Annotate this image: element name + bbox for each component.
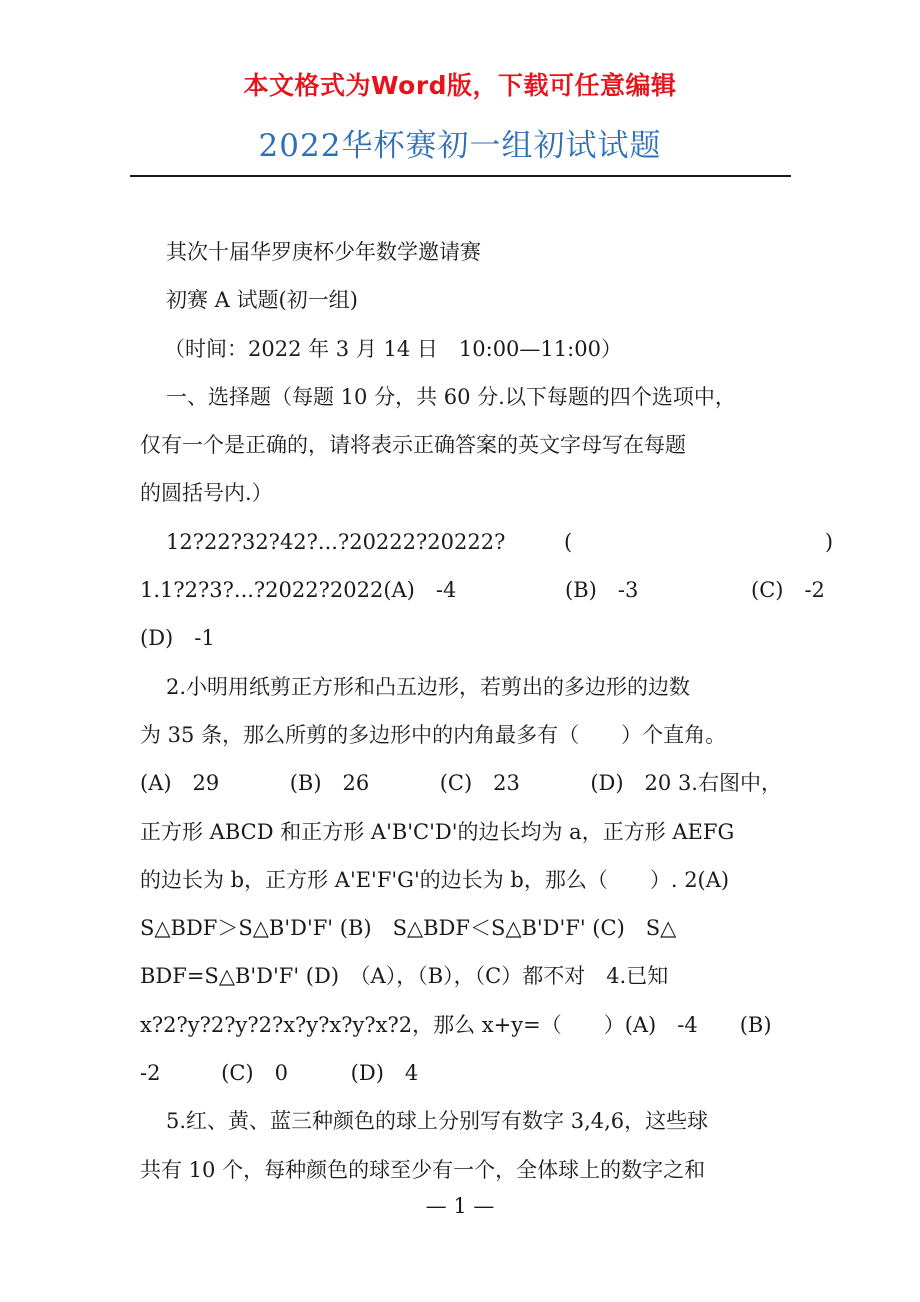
option-d: (D) 4	[350, 1061, 419, 1086]
text-line: 正方形 ABCD 和正方形 A'B'C'D'的边长均为 a，正方形 AEFG	[140, 819, 735, 844]
text-line: 初赛 A 试题(初一组)	[166, 288, 358, 313]
text-line: S△BDF＞S△B'D'F' (B) S△BDF＜S△B'D'F' (C) S△	[140, 916, 677, 941]
text-line: 一、选择题（每题 10 分，共 60 分.以下每题的四个选项中，	[166, 384, 736, 409]
text-line: 为 35 条，那么所剪的多边形中的内角最多有（ ）个直角。	[140, 722, 727, 747]
text-line: BDF=S△B'D'F' (D) （A），（B），（C）都不对 4.已知	[140, 964, 669, 989]
text-line: 5.红、黄、蓝三种颜色的球上分别写有数字 3,4,6，这些球	[166, 1109, 709, 1134]
text-line: 2.小明用纸剪正方形和凸五边形，若剪出的多边形的边数	[166, 674, 691, 699]
option-b: (B) -3	[565, 578, 639, 603]
option-b-value: -2	[140, 1061, 161, 1086]
answer-paren-close: )	[824, 529, 834, 554]
text-segment: 12?22?32?42?...?20222?20222?	[166, 529, 506, 554]
page-number: — 1 —	[425, 1194, 495, 1218]
text-line: 仅有一个是正确的，请将表示正确答案的英文字母写在每题	[140, 433, 686, 458]
format-banner: 本文格式为Word版，下载可任意编辑	[243, 71, 677, 100]
text-line: （时间：2022 年 3 月 14 日 10:00—11:00）	[164, 336, 622, 361]
title-divider	[130, 175, 791, 177]
text-line: 共有 10 个，每种颜色的球至少有一个，全体球上的数字之和	[140, 1157, 706, 1182]
option-d: (D) -1	[140, 626, 215, 651]
option-a: (A) 29	[140, 771, 220, 796]
text-line: 的边长为 b，正方形 A'E'F'G'的边长为 b，那么（ ）. 2(A)	[140, 867, 730, 892]
option-b: (B) 26	[289, 771, 370, 796]
question-2-options	[140, 759, 782, 807]
answer-paren-open: (	[564, 529, 573, 554]
option-a: 1.1?2?3?...?2022?2022(A) -4	[140, 578, 457, 603]
option-d: (D) 20 3.右图中，	[590, 771, 782, 796]
text-line: 其次十届华罗庚杯少年数学邀请赛	[166, 240, 481, 264]
question-1-options	[140, 566, 825, 614]
question-4-options	[140, 1049, 782, 1097]
text-line: 的圆括号内.）	[140, 481, 273, 506]
text-line: x?2?y?2?y?2?x?y?x?y?x?2，那么 x+y=（ ）(A) -4 (B)	[140, 1012, 772, 1037]
question-1-stem	[140, 518, 834, 566]
option-c: (C) -2	[751, 578, 825, 603]
option-c: (C) 23	[439, 771, 520, 796]
page-title: 2022华杯赛初一组初试试题	[258, 128, 662, 164]
document-body	[140, 228, 834, 1194]
option-c: (C) 0	[221, 1061, 288, 1086]
